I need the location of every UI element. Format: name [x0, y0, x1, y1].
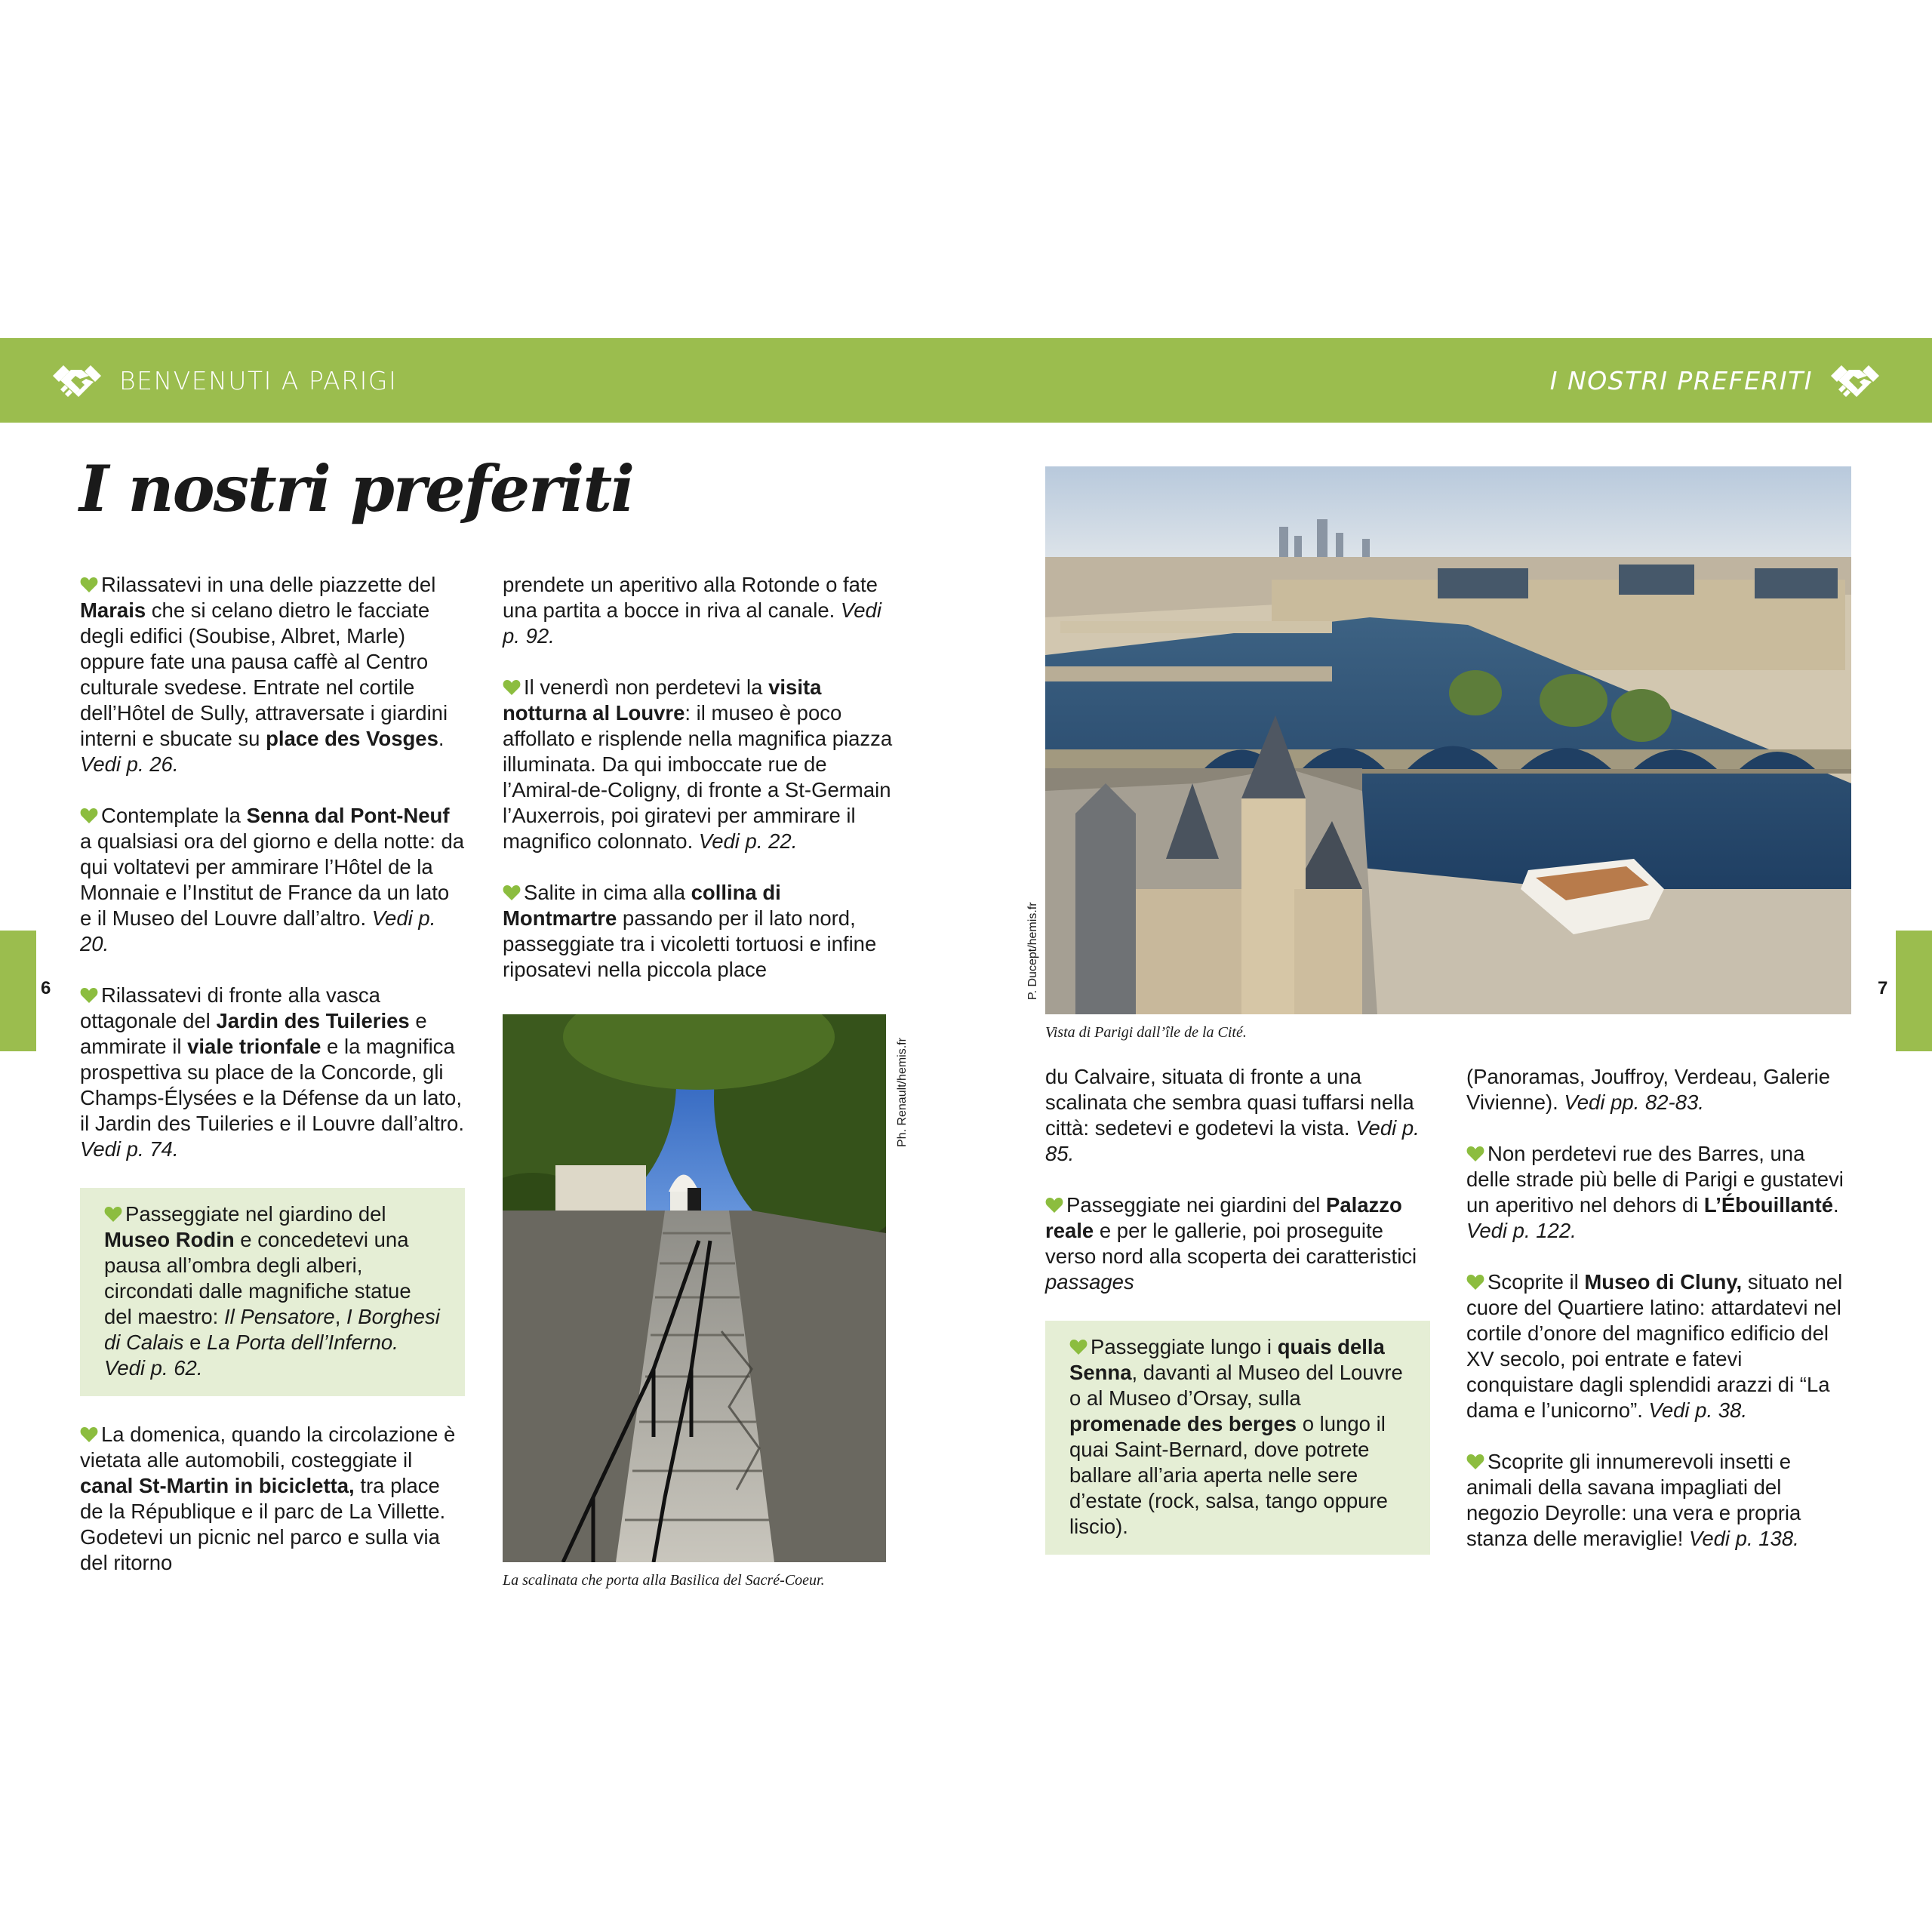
page-tab-right	[1896, 931, 1932, 1051]
seine-illustration	[1045, 466, 1851, 1014]
list-item: Scoprite il Museo di Cluny, situato nel cuore del Quartiere latino: attardatevi nel cortile d’onore del magnifico edificio del XV secolo, poi entrate e fatevi conquistare dagli splendidi arazzi di “La dama e l’unicorno”. Vedi p. 38.	[1466, 1270, 1843, 1422]
heart-icon	[80, 1426, 98, 1443]
running-head-left	[50, 338, 397, 423]
heart-icon	[503, 679, 521, 696]
page-reference: Vedi p. 74.	[80, 1137, 179, 1161]
running-head-right	[1550, 338, 1882, 423]
heart-icon	[80, 808, 98, 824]
list-item: Passeggiate nel giardino del Museo Rodin e concedetevi una pausa all’ombra degli alberi, circondati dalle magnifiche statue del maestro: Il Pensatore, I Borghesi di Calais e La Porta dell’Inferno. Vedi p. 62.	[104, 1202, 440, 1380]
page-reference: Vedi p. 138.	[1689, 1527, 1799, 1550]
list-item: prendete un aperitivo alla Rotonde o fate una partita a bocce in riva al canale. Vedi p. 92.	[503, 573, 881, 648]
page-reference: Vedi p. 38.	[1648, 1398, 1747, 1422]
heart-icon	[80, 987, 98, 1004]
running-head-right-label: I NOSTRI PREFERITI	[1549, 365, 1813, 395]
page-reference: Vedi p. 26.	[80, 752, 179, 776]
heart-icon	[1466, 1274, 1484, 1291]
list-item: Rilassatevi di fronte alla vasca ottagonale del Jardin des Tuileries e ammirate il viale trionfale e la magnifica prospettiva su place de la Concorde, gli Champs-Élysées e la Défense da un lato, il Jardin des Tuileries e il Louvre dall’altro. Vedi p. 74.	[80, 983, 464, 1161]
heart-icon	[1466, 1146, 1484, 1162]
heart-icon	[104, 1206, 122, 1223]
page-tab-left	[0, 931, 36, 1051]
photo-credit-stairs: Ph. Renault/hemis.fr	[896, 1038, 909, 1147]
photo-credit-seine: P. Ducept/hemis.fr	[1026, 902, 1039, 1000]
heart-icon	[1045, 1197, 1063, 1214]
list-item: La domenica, quando la circolazione è vietata alle automobili, costeggiate il canal St-Martin in bicicletta, tra place de la République e il parc de La Villette. Godetevi un picnic nel parco e sulla via del ritorno	[80, 1423, 456, 1574]
handshake-icon	[50, 359, 104, 401]
list-item: Rilassatevi in una delle piazzette del Marais che si celano dietro le facciate degli edifici (Soubise, Albret, Marle) oppure fate una pausa caffè al Centro culturale svedese. Entrate nel cortile dell’Hôtel de Sully, attraversate i giardini interni e sbucate su place des Vosges. Vedi p. 26.	[80, 573, 448, 776]
text-column-4	[1466, 1064, 1851, 1577]
handshake-icon	[1828, 359, 1882, 401]
list-item: Scoprite gli innumerevoli insetti e animali della savana impagliati del negozio Deyrolle: una vera e propria stanza delle meraviglie! Vedi p. 138.	[1466, 1450, 1801, 1550]
list-item: Salite in cima alla collina di Montmartre passando per il lato nord, passeggiate tra i vicoletti tortuosi e infine riposatevi nella piccola place	[503, 881, 877, 981]
text-column-3	[1045, 1064, 1430, 1580]
heart-icon	[1069, 1339, 1088, 1355]
list-item: (Panoramas, Jouffroy, Verdeau, Galerie Vivienne). Vedi pp. 82-83.	[1466, 1065, 1831, 1114]
page-reference: Vedi p. 85.	[1045, 1116, 1420, 1165]
page-reference: Vedi p. 22.	[698, 829, 798, 853]
list-item: du Calvaire, situata di fronte a una scalinata che sembra quasi tuffarsi nella città: sedetevi e godetevi la vista. Vedi p. 85.	[1045, 1065, 1420, 1165]
list-item: Passeggiate nei giardini del Palazzo reale e per le gallerie, poi proseguite verso nord alla scoperta dei caratteristici passages	[1045, 1193, 1417, 1294]
list-item: Contemplate la Senna dal Pont-Neuf a qualsiasi ora del giorno e della notte: da qui voltatevi per ammirare l’Hôtel de la Monnaie e l’Institut de France da un lato e il Museo del Louvre dall’altro. Vedi p. 20.	[80, 804, 465, 955]
heart-icon	[80, 577, 98, 593]
page-reference: Vedi pp. 82-83.	[1564, 1091, 1704, 1114]
heart-icon	[1466, 1454, 1484, 1470]
photo-sacre-coeur-stairs	[503, 1014, 886, 1562]
page-reference: Vedi p. 92.	[503, 598, 881, 648]
page-reference: Vedi p. 122.	[1466, 1219, 1577, 1242]
page-title: I nostri preferiti	[79, 451, 634, 526]
photo-caption-seine: Vista di Parigi dall’île de la Cité.	[1045, 1024, 1247, 1041]
page-number-left: 6	[41, 978, 51, 998]
page-number-right: 7	[1878, 978, 1888, 998]
stairs-illustration	[503, 1014, 886, 1562]
photo-caption-stairs: La scalinata che porta alla Basilica del Sacré-Coeur.	[503, 1572, 825, 1589]
text-column-2	[503, 572, 895, 1008]
highlight-box	[1045, 1321, 1430, 1555]
photo-seine-view	[1045, 466, 1851, 1014]
running-head-left-label: BENVENUTI A PARIGI	[119, 365, 398, 395]
page-reference: Vedi p. 20.	[80, 906, 436, 955]
header-band	[0, 338, 1932, 423]
heart-icon	[503, 884, 521, 901]
list-item: Passeggiate lungo i quais della Senna, davanti al Museo del Louvre o al Museo d’Orsay, sulla promenade des berges o lungo il quai Saint-Bernard, dove potrete ballare all’aria aperta nelle sere d’estate (rock, salsa, tango oppure liscio).	[1069, 1335, 1403, 1538]
text-column-1	[80, 572, 465, 1601]
list-item: Non perdetevi rue des Barres, una delle strade più belle di Parigi e gustatevi un aperitivo nel dehors di L’Ébouillanté. Vedi p. 122.	[1466, 1142, 1844, 1242]
highlight-box	[80, 1188, 465, 1396]
list-item: Il venerdì non perdetevi la visita notturna al Louvre: il museo è poco affollato e risplende nella magnifica piazza illuminata. Da qui imboccate rue de l’Amiral-de-Coligny, di fronte a St-Germain l’Auxerrois, poi giratevi per ammirare il magnifico colonnato. Vedi p. 22.	[503, 675, 893, 853]
